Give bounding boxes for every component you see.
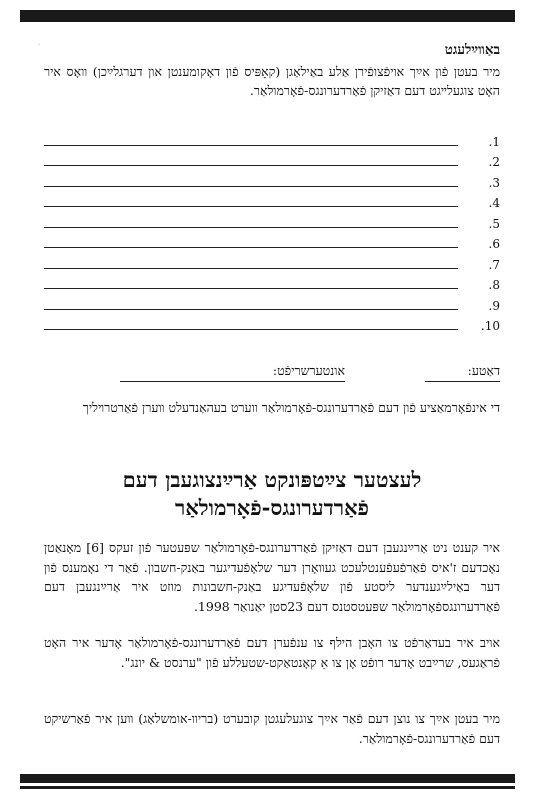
signature-row [44,363,500,385]
date-label: דאַטע: [467,363,500,378]
enclosure-line[interactable] [44,171,500,192]
line-number: 6. [488,237,500,251]
enclosure-line[interactable] [44,253,500,274]
enclosure-line[interactable] [44,192,500,213]
signature-field[interactable] [120,363,345,382]
line-number: 3. [488,175,500,190]
blank-line[interactable] [44,288,458,289]
deadline-paragraph: איר קענט ניט אַרײַנגעבן דעם דאַזיקן פֿאַרדערונגס-פֿאָרמולאַר שפּעטער פֿון זעקס [6] מאָנאַטן נאָכדעם ז'איס פֿאַרפֿעפֿענטלעכט געװאָרן דער שלאָפֿעדיגער באַנק-חשבון. פֿאַר די נאָמענס פֿון דער באַילײַגענדער ליסטע פֿון שלאָפֿעדיגע באַנק-חשבונות מוזט איר אַרײַנגעבן דעם פֿאַרדערונגספֿאָרמולאַר שפּעטסטנס דעם 23סטן יאַנואַר 1998. [44,540,500,614]
blank-line[interactable] [44,186,458,187]
line-number: 4. [488,196,500,210]
enclosure-list [44,130,500,335]
enclosure-line[interactable] [44,274,500,295]
date-field[interactable] [425,363,500,382]
bottom-rule-thin [20,786,515,789]
signature-label: אונטערשריפֿט: [272,363,345,378]
blank-line[interactable] [44,165,458,166]
line-number: 9. [488,298,500,313]
line-number: 5. [488,216,500,231]
blank-line[interactable] [44,206,458,207]
blank-line[interactable] [44,268,458,269]
blank-line[interactable] [44,247,458,248]
enclosure-line[interactable] [44,315,500,336]
line-number: 8. [488,278,500,292]
intro-text: מיר בעטן פֿון אײַך אויפֿצופֿירן אַלע באַילאַגן (קאָפּיס פֿון דאָקומענטן און דערגלײַכן) װאָס איר האָט צוגעלײגט דעם דאַזיקן פֿאַרדערונגס-פֿאָרמולאַר. [44,64,500,98]
help-paragraph: אויב איר בעדאַרפֿט צו האָבן הילף צו ענפֿערן דעם פֿאַרדערונגס-פֿאָרמולאַר אָדער איר האָט פֿראַגעס, שרײַבט אָדער רופֿט אָן צו אַ קאָנטאַקט-שטעללע פֿון "ערנסט & יונג". [44,635,500,670]
line-number: 7. [488,257,500,272]
bottom-rule [20,774,515,783]
blank-line[interactable] [44,145,458,146]
blank-line[interactable] [44,329,458,330]
blank-line[interactable] [44,309,458,310]
enclosure-line[interactable] [44,212,500,233]
line-number: 1. [488,134,500,149]
enclosure-line[interactable] [44,130,500,151]
enclosure-line[interactable] [44,294,500,315]
top-rule [20,10,515,22]
envelope-paragraph: מיר בעטן אײַך צו נוצן דעם פֿאַר אײַך צוגעלעגטן קובערט (בריװ-אומשלאַג) װען איר פֿאַרשיקט דעם פֿאַרדערונגס-פֿאָרמולאַר. [44,711,500,746]
line-number: 2. [488,155,500,169]
section-heading: באַװײַלעגט [444,42,500,58]
enclosure-line[interactable] [44,233,500,254]
confidentiality-note: די אינפֿאָרמאַציע פֿון דעם פֿאַרדערונגס-פֿאָרמולאַר װערט בעהאַנדעלט װערן פֿאַרטרױליך [82,400,500,415]
line-number: 10. [480,319,500,333]
blank-line[interactable] [44,227,458,228]
enclosure-line[interactable] [44,151,500,172]
deadline-title: לעצטער צײַטפּונקט אַרײַנצוגעבן דעם פֿאַרדערונגס-פֿאָרמולאַר [122,467,422,520]
